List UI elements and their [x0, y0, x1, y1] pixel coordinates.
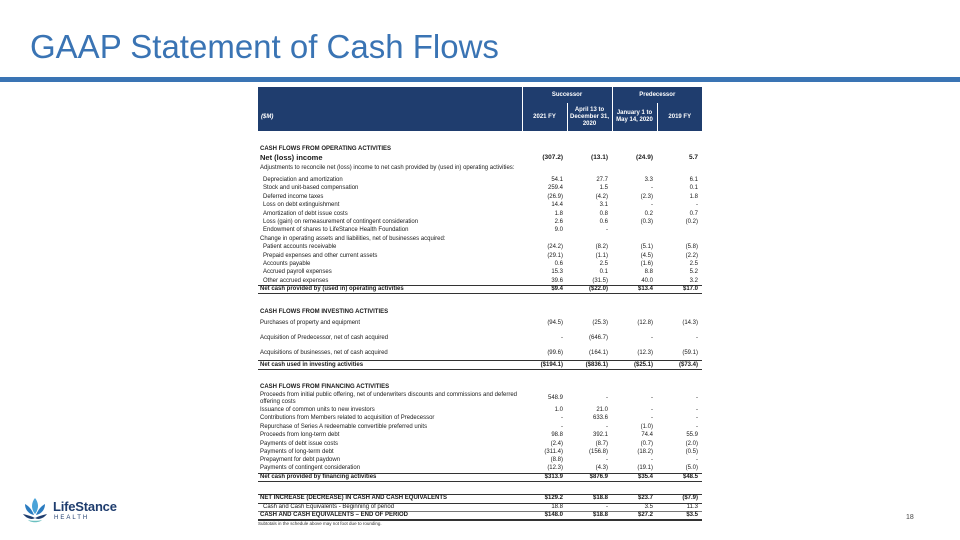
row-value: (5.0)	[685, 465, 699, 472]
row-value: $27.2	[612, 512, 657, 521]
table-body	[258, 131, 702, 520]
section-heading-row	[258, 307, 702, 316]
spacer-row	[258, 294, 702, 307]
row-value: (164.1)	[589, 349, 609, 356]
section-heading: CASH FLOWS FROM INVESTING ACTIVITIES	[260, 308, 389, 315]
row-label: Change in operating assets and liabilities, net of businesses acquired:	[260, 235, 446, 242]
row-value: -	[696, 457, 699, 464]
table-row	[258, 346, 702, 361]
table-row	[258, 285, 702, 293]
row-value: 633.6	[593, 415, 609, 422]
row-value: 5.2	[689, 269, 699, 276]
table-row	[258, 218, 702, 226]
row-value: (25.3)	[592, 319, 609, 326]
table-row	[258, 465, 702, 473]
row-value: (2.3)	[640, 193, 654, 200]
row-value: 259.4	[547, 185, 563, 192]
row-value: (19.1)	[637, 465, 654, 472]
row-label: Other accrued expenses	[263, 277, 329, 284]
row-value: $18.8	[567, 512, 612, 521]
row-value: (14.3)	[682, 319, 699, 326]
table-row	[258, 202, 702, 210]
table-row	[258, 277, 702, 285]
row-value: (12.3)	[547, 465, 563, 472]
row-value: ($73.4)	[657, 361, 702, 369]
row-value: 0.1	[599, 269, 609, 276]
row-value: 21.0	[596, 406, 609, 413]
row-value: (5.8)	[685, 244, 699, 251]
row-value: 548.9	[547, 395, 563, 402]
row-label: Acquisitions of businesses, net of cash acquired	[260, 349, 388, 356]
table-row	[258, 235, 702, 243]
row-value: $17.0	[657, 285, 702, 293]
row-value: (1.1)	[595, 252, 609, 259]
row-label: Payments of contingent consideration	[260, 465, 361, 472]
row-value: 5.7	[688, 153, 699, 161]
row-value: ($7.9)	[657, 495, 702, 503]
row-value: (26.9)	[547, 193, 563, 200]
row-value: 0.8	[599, 210, 609, 217]
table-row	[258, 269, 702, 277]
row-value: ($25.1)	[612, 361, 657, 369]
row-value: 15.3	[551, 269, 563, 276]
row-value: -	[567, 503, 612, 511]
row-label: Net (loss) income	[260, 152, 323, 162]
row-label: Acquisition of Predecessor, net of cash acquired	[260, 334, 389, 341]
row-value: -	[651, 185, 654, 192]
logo-subtitle: HEALTH	[54, 515, 90, 521]
section-heading: CASH FLOWS FROM OPERATING ACTIVITIES	[260, 146, 391, 152]
row-value: 2.5	[599, 260, 609, 267]
table-row	[258, 431, 702, 439]
spacer-row	[258, 131, 702, 144]
row-value: -	[561, 334, 563, 341]
row-value: -	[561, 423, 563, 430]
row-value: 0.6	[554, 260, 563, 267]
row-value: (8.8)	[550, 457, 563, 464]
row-label: Payments of long-term debt	[260, 448, 334, 455]
row-value: 3.2	[689, 277, 699, 284]
table-row	[258, 457, 702, 465]
table-row	[258, 512, 702, 521]
row-value: -	[696, 202, 699, 209]
row-value: 1.5	[599, 185, 609, 192]
row-value: 0.6	[599, 219, 609, 226]
row-value	[567, 161, 612, 176]
footnote: Subtotals in the schedule above may not foot due to rounding.	[258, 521, 382, 526]
row-value	[612, 227, 657, 235]
row-value: 54.1	[551, 177, 563, 184]
row-value: $129.2	[522, 495, 567, 503]
row-value: $35.4	[612, 473, 657, 481]
row-value: -	[651, 406, 654, 413]
row-value: 2.6	[554, 219, 563, 226]
row-label: Patient accounts receivable	[263, 244, 337, 251]
row-label: Purchases of property and equipment	[260, 319, 361, 326]
row-label: Contributions from Members related to acquisition of Predecessor	[260, 415, 435, 422]
row-value: (5.1)	[640, 244, 654, 251]
row-label: Depreciation and amortization	[263, 177, 343, 184]
row-value: (1.6)	[640, 260, 654, 267]
row-label: CASH AND CASH EQUIVALENTS – END OF PERIOD	[258, 512, 522, 521]
row-value: (307.2)	[542, 153, 563, 161]
row-value: 14.4	[551, 202, 563, 209]
table-row	[258, 252, 702, 260]
spacer-row	[258, 482, 702, 495]
row-value: 1.0	[554, 406, 563, 413]
row-value: 39.6	[551, 277, 563, 284]
row-value: $876.9	[567, 473, 612, 481]
row-label: Loss (gain) on remeasurement of contingent consideration	[263, 219, 419, 226]
table-row	[258, 260, 702, 268]
row-value	[612, 161, 657, 176]
row-value: -	[651, 415, 654, 422]
column-header: 2021 FY	[522, 103, 567, 131]
row-value: -	[561, 415, 563, 422]
row-value: 392.1	[593, 432, 609, 439]
row-value: $48.5	[657, 473, 702, 481]
row-value: ($22.0)	[567, 285, 612, 293]
row-value	[567, 235, 612, 243]
table-row	[258, 210, 702, 218]
table-row	[258, 185, 702, 193]
row-value: 40.0	[641, 277, 654, 284]
row-value: 3.3	[644, 177, 654, 184]
row-value: (29.1)	[547, 252, 563, 259]
row-value: (0.2)	[685, 219, 699, 226]
row-value: -	[696, 423, 699, 430]
row-value: 3.1	[599, 202, 609, 209]
row-label: Adjustments to reconcile net (loss) income to net cash provided by (used in) operating activities:	[260, 165, 515, 172]
row-value: $23.7	[612, 495, 657, 503]
row-value: $13.4	[612, 285, 657, 293]
row-value: (24.9)	[636, 153, 654, 161]
row-value: 98.8	[551, 432, 563, 439]
row-value	[522, 161, 567, 176]
row-value: (646.7)	[589, 334, 609, 341]
row-label: Issuance of common units to new investors	[260, 406, 375, 413]
row-value: 18.8	[522, 503, 567, 511]
row-value: (0.3)	[640, 219, 654, 226]
row-value: (0.5)	[685, 448, 699, 455]
row-value: (8.2)	[595, 244, 609, 251]
row-value: (2.4)	[550, 440, 563, 447]
table-row	[258, 440, 702, 448]
row-value: 74.4	[641, 432, 654, 439]
row-value: (4.3)	[595, 465, 609, 472]
row-value: -	[696, 415, 699, 422]
column-header: January 1 to May 14, 2020	[612, 103, 657, 131]
row-label: Net cash provided by financing activities	[258, 473, 522, 481]
row-value: $3.5	[657, 512, 702, 521]
row-value	[612, 235, 657, 243]
row-value: 0.2	[644, 210, 654, 217]
row-value: 3.5	[612, 503, 657, 511]
row-value: 9.0	[554, 227, 563, 234]
row-value: -	[651, 334, 654, 341]
row-label: Cash and Cash Equivalents - Beginning of period	[258, 503, 522, 511]
row-value: (4.2)	[595, 193, 609, 200]
row-value: (18.2)	[637, 448, 654, 455]
row-value: (1.0)	[640, 423, 654, 430]
row-value: -	[651, 457, 654, 464]
table-row	[258, 227, 702, 235]
section-heading: CASH FLOWS FROM FINANCING ACTIVITIES	[260, 384, 390, 391]
row-value: (94.5)	[547, 319, 563, 326]
row-value: -	[651, 202, 654, 209]
row-value: (12.3)	[637, 349, 654, 356]
row-label: NET INCREASE (DECREASE) IN CASH AND CASH EQUIVALENTS	[258, 495, 522, 503]
table-row	[258, 331, 702, 346]
table-row	[258, 316, 702, 331]
row-value: 0.7	[689, 210, 699, 217]
row-value: 11.3	[657, 503, 702, 511]
section-heading-row	[258, 144, 702, 153]
page-title: GAAP Statement of Cash Flows	[30, 28, 499, 65]
row-value: 1.8	[554, 210, 563, 217]
row-label: Accrued payroll expenses	[263, 269, 332, 276]
row-label: Net cash provided by (used in) operating activities	[258, 285, 522, 293]
row-value: 6.1	[689, 177, 699, 184]
row-label: Payments of debt issue costs	[260, 440, 339, 447]
spacer-row	[258, 369, 702, 382]
logo-wordmark: LifeStance	[53, 499, 117, 514]
table-row	[258, 423, 702, 431]
row-value: (156.8)	[589, 448, 609, 455]
row-label: Accounts payable	[263, 260, 311, 267]
row-label: Loss on debt extinguishment	[263, 202, 340, 209]
table-row	[258, 473, 702, 481]
table-row	[258, 161, 702, 176]
row-value: ($836.1)	[567, 361, 612, 369]
table-row	[258, 176, 702, 184]
row-value: (4.5)	[640, 252, 654, 259]
row-value: -	[651, 395, 654, 402]
row-value: (0.7)	[640, 440, 654, 447]
section-heading-row	[258, 382, 702, 391]
company-logo	[22, 496, 132, 526]
row-value: $313.9	[522, 473, 567, 481]
row-label: Stock and unit-based compensation	[263, 185, 359, 192]
row-label: Prepayment for debt paydown	[260, 457, 341, 464]
row-value: (2.0)	[685, 440, 699, 447]
row-value: (13.1)	[591, 153, 609, 161]
row-value	[657, 227, 702, 235]
units-label: ($M)	[258, 103, 522, 131]
row-value: 0.1	[689, 185, 699, 192]
row-value: -	[606, 395, 609, 402]
table-row	[258, 415, 702, 423]
row-value	[522, 235, 567, 243]
table-row	[258, 193, 702, 201]
table-row	[258, 391, 702, 406]
row-value: 8.8	[644, 269, 654, 276]
table-row	[258, 153, 702, 161]
row-value	[657, 235, 702, 243]
row-label: Amortization of debt issue costs	[263, 210, 348, 217]
group-header-successor: Successor	[522, 87, 612, 103]
column-header: 2019 FY	[657, 103, 702, 131]
column-header: April 13 to December 31, 2020	[567, 103, 612, 131]
lotus-logo-icon	[22, 496, 48, 524]
row-label: Proceeds from initial public offering, net of underwriters discounts and commissions and deferred offering costs	[260, 391, 518, 405]
row-value: 55.9	[686, 432, 699, 439]
row-value: $9.4	[522, 285, 567, 293]
row-value: 1.8	[689, 193, 699, 200]
row-value: (12.8)	[637, 319, 654, 326]
row-label: Prepaid expenses and other current assets	[263, 252, 378, 259]
row-label: Endowment of shares to LifeStance Health Foundation	[263, 227, 409, 234]
row-value: (8.7)	[595, 440, 609, 447]
table-row	[258, 406, 702, 414]
row-value: -	[696, 334, 699, 341]
row-value: $18.8	[567, 495, 612, 503]
group-header-predecessor: Predecessor	[612, 87, 702, 103]
row-value: (2.2)	[685, 252, 699, 259]
table-row	[258, 244, 702, 252]
row-value: ($194.1)	[522, 361, 567, 369]
cash-flow-table	[258, 87, 702, 521]
row-label: Proceeds from long-term debt	[260, 432, 340, 439]
row-value: (59.1)	[682, 349, 699, 356]
row-value: (311.4)	[544, 448, 563, 455]
row-value: -	[606, 423, 609, 430]
table-row	[258, 495, 702, 503]
row-value: -	[696, 406, 699, 413]
row-value: (99.6)	[547, 349, 563, 356]
row-value: -	[606, 227, 609, 234]
header-blank	[258, 87, 522, 103]
table-row	[258, 448, 702, 456]
row-value: (24.2)	[547, 244, 563, 251]
table-row	[258, 361, 702, 369]
title-divider	[0, 77, 960, 82]
row-value: 27.7	[596, 177, 609, 184]
row-value: -	[606, 457, 609, 464]
row-value: $148.0	[522, 512, 567, 521]
table-row	[258, 503, 702, 511]
row-value: -	[696, 395, 699, 402]
row-label: Repurchase of Series A redeemable convertible preferred units	[260, 423, 428, 430]
row-value	[657, 161, 702, 176]
row-value: 2.5	[689, 260, 699, 267]
page-number: 18	[906, 514, 914, 521]
row-label: Deferred income taxes	[263, 193, 324, 200]
row-label: Net cash used in investing activities	[258, 361, 522, 369]
row-value: (31.5)	[592, 277, 609, 284]
